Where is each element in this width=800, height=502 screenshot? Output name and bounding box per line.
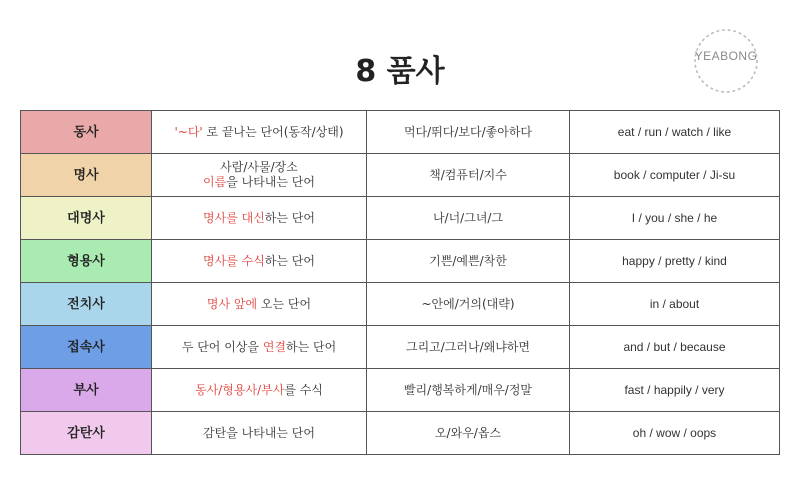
part-of-speech-name: 명사 xyxy=(21,154,152,197)
table-row xyxy=(21,240,780,283)
english-examples-cell: happy / pretty / kind xyxy=(570,240,780,283)
english-examples-cell: book / computer / Ji-su xyxy=(570,154,780,197)
korean-examples-cell: 그리고/그러나/왜냐하면 xyxy=(367,326,570,369)
table-row xyxy=(21,154,780,197)
definition-text: 를 수식 xyxy=(284,382,323,397)
table-row xyxy=(21,197,780,240)
definition-text: 을 나타내는 단어 xyxy=(226,175,315,189)
part-of-speech-name: 전치사 xyxy=(21,283,152,326)
definition-cell xyxy=(152,369,367,412)
highlighted-text: 명사를 대신 xyxy=(203,210,265,225)
table-row xyxy=(21,111,780,154)
parts-of-speech-table xyxy=(20,110,780,455)
definition-cell xyxy=(152,326,367,369)
definition-text: 하는 단어 xyxy=(264,210,315,225)
highlighted-text: 동사/형용사/부사 xyxy=(195,382,285,397)
definition-text: 두 단어 이상을 xyxy=(181,339,263,354)
definition-cell xyxy=(152,197,367,240)
korean-examples-cell: 기쁜/예쁜/착한 xyxy=(367,240,570,283)
table-row xyxy=(21,412,780,455)
korean-examples-cell: 먹다/뛰다/보다/좋아하다 xyxy=(367,111,570,154)
english-examples-cell: in / about xyxy=(570,283,780,326)
definition-cell xyxy=(152,111,367,154)
korean-examples-cell: 책/컴퓨터/지수 xyxy=(367,154,570,197)
highlighted-text: '~다' xyxy=(174,124,203,139)
highlighted-text: 연결 xyxy=(262,339,286,354)
korean-examples-cell: 빨리/행복하게/매우/정말 xyxy=(367,369,570,412)
part-of-speech-name: 대명사 xyxy=(21,197,152,240)
english-examples-cell: fast / happily / very xyxy=(570,369,780,412)
english-examples-cell: I / you / she / he xyxy=(570,197,780,240)
table-row xyxy=(21,369,780,412)
page-title: 8 품사 xyxy=(355,54,445,89)
definition-cell xyxy=(152,412,367,455)
yeabong-logo xyxy=(691,26,761,96)
table-row xyxy=(21,283,780,326)
definition-cell xyxy=(152,240,367,283)
korean-examples-cell: 나/너/그녀/그 xyxy=(367,197,570,240)
part-of-speech-name: 형용사 xyxy=(21,240,152,283)
definition-text: 하는 단어 xyxy=(264,253,315,268)
highlighted-text: 명사 앞에 xyxy=(206,296,258,311)
english-examples-cell: and / but / because xyxy=(570,326,780,369)
definition-text: 로 끝나는 단어(동작/상태) xyxy=(202,124,344,139)
logo-text: YEABONG xyxy=(694,49,758,63)
highlighted-text: 명사를 수식 xyxy=(203,253,265,268)
highlighted-text: 이름 xyxy=(203,175,227,189)
definition-text: 사람/사물/장소 xyxy=(220,160,298,174)
table-row xyxy=(21,326,780,369)
part-of-speech-name: 감탄사 xyxy=(21,412,152,455)
part-of-speech-name: 접속사 xyxy=(21,326,152,369)
definition-text: 하는 단어 xyxy=(286,339,337,354)
english-examples-cell: eat / run / watch / like xyxy=(570,111,780,154)
part-of-speech-name: 동사 xyxy=(21,111,152,154)
definition-cell xyxy=(152,283,367,326)
korean-examples-cell: 오/와우/옵스 xyxy=(367,412,570,455)
korean-examples-cell: ~안에/거의(대략) xyxy=(367,283,570,326)
definition-cell xyxy=(152,154,367,197)
english-examples-cell: oh / wow / oops xyxy=(570,412,780,455)
definition-text: 감탄을 나타내는 단어 xyxy=(203,425,315,440)
definition-text: 오는 단어 xyxy=(257,296,312,311)
part-of-speech-name: 부사 xyxy=(21,369,152,412)
